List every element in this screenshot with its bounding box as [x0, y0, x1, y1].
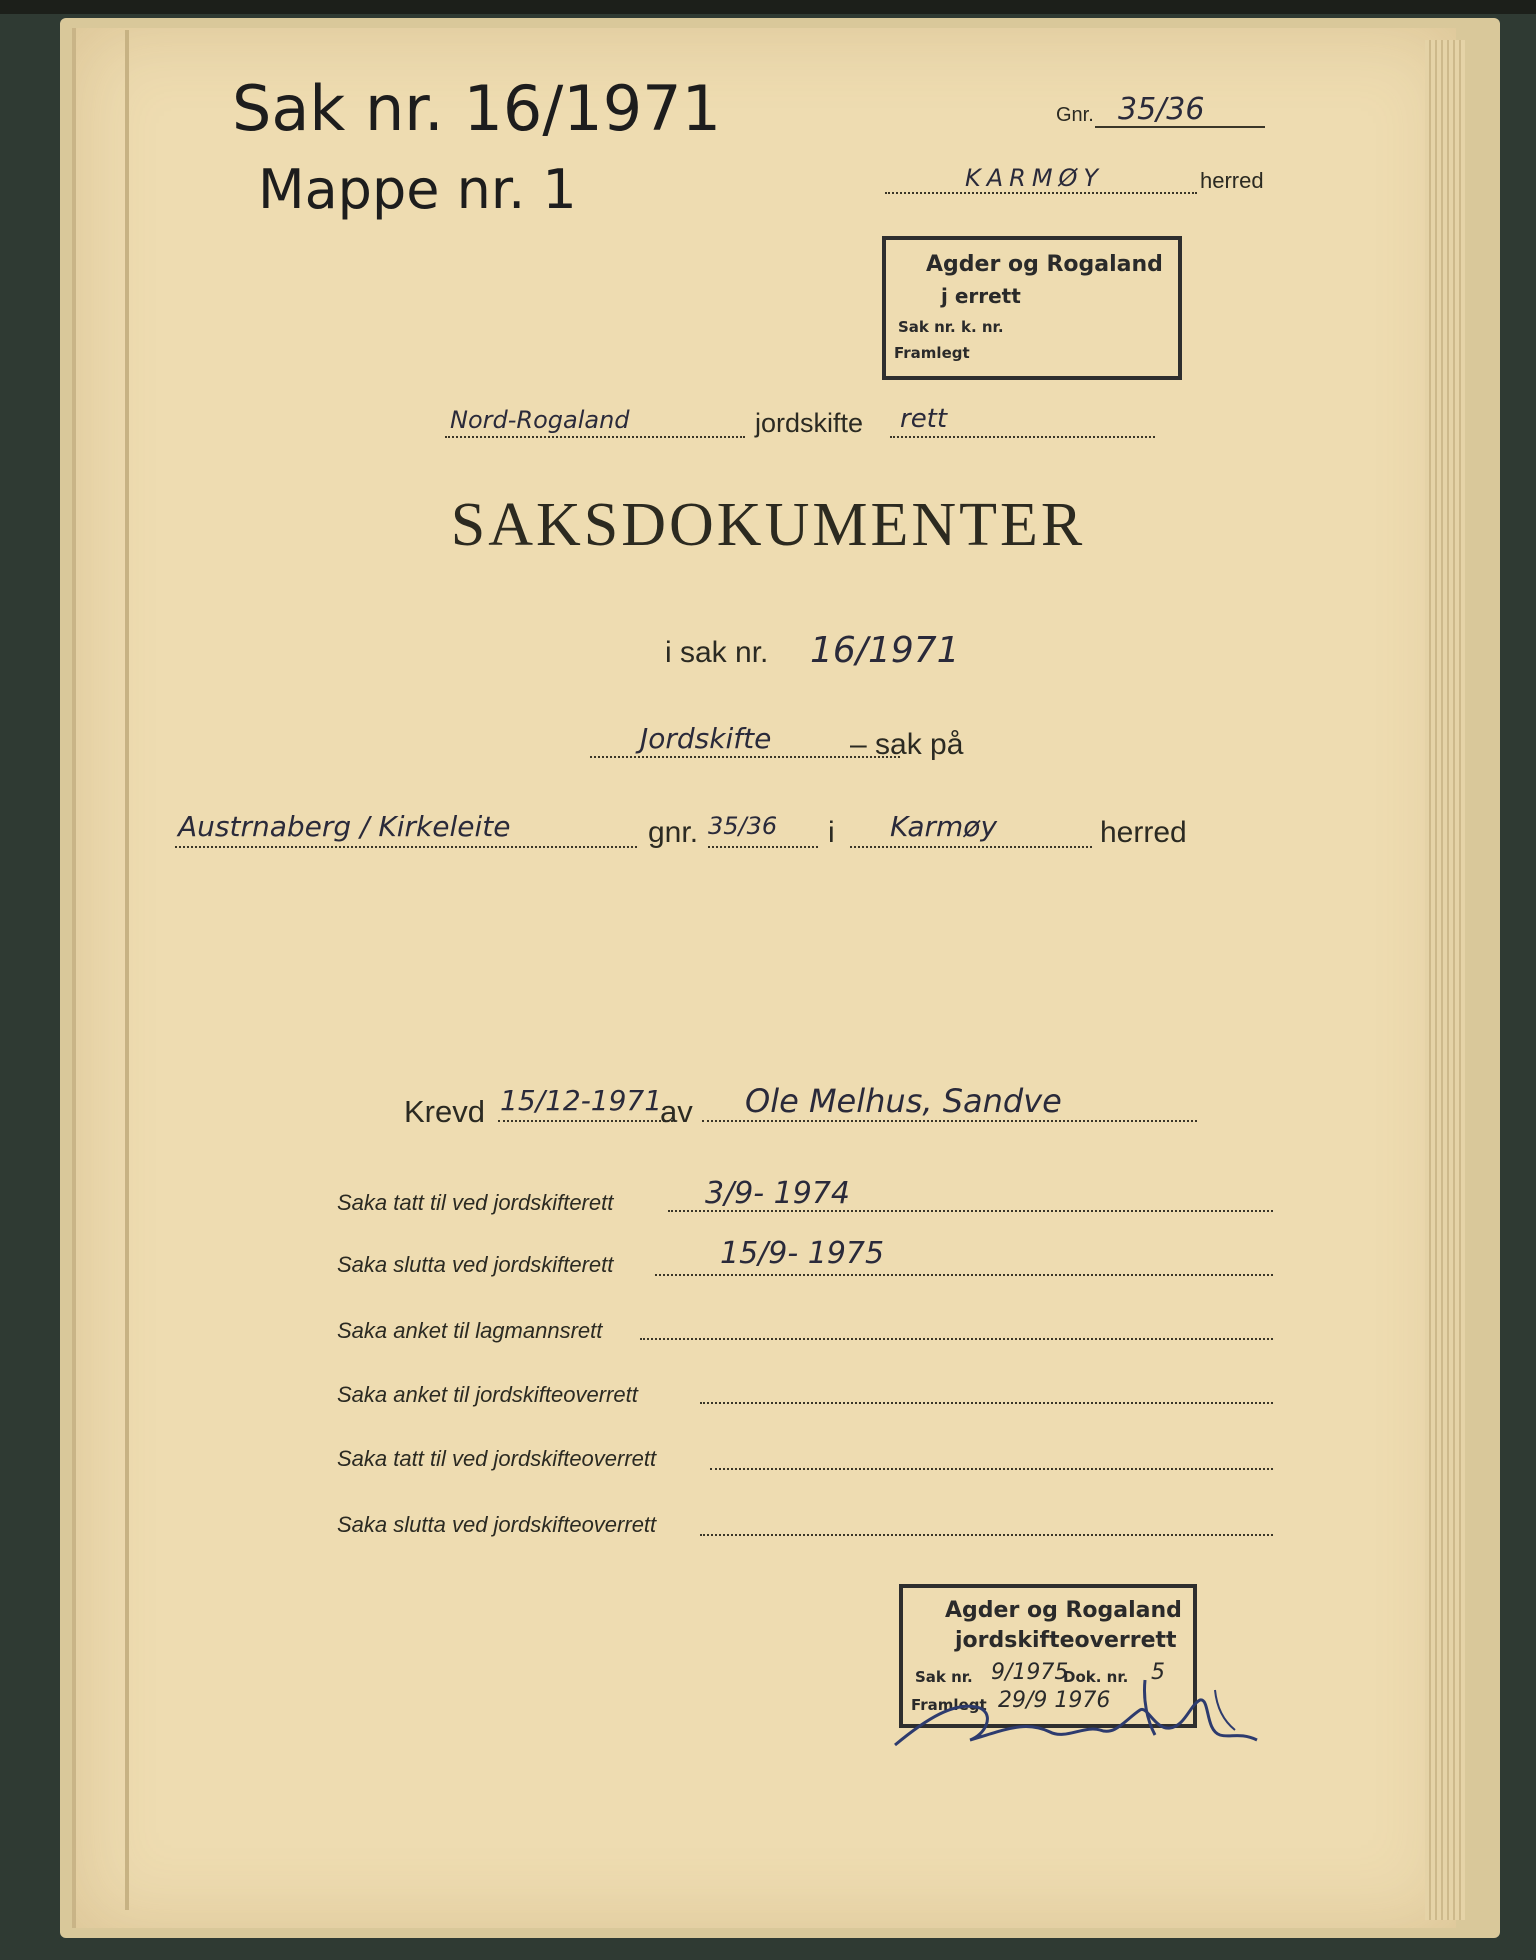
page-title: SAKSDOKUMENTER [450, 491, 1086, 559]
court-suffix: rett [900, 404, 948, 434]
stamp-bottom-line2: jordskifteoverrett [955, 1628, 1177, 1653]
document-cover [72, 28, 1456, 1928]
property-dotline [175, 846, 637, 848]
krevd-av-label: av [660, 1094, 693, 1129]
herred-label-top: herred [1200, 168, 1264, 193]
court-dotline [445, 436, 745, 438]
court-type-printed: jordskifte [755, 408, 864, 438]
gnr-value: 35/36 [1118, 92, 1205, 127]
row-slutta-jordskifteoverrett-label: Saka slutta ved jordskifteoverrett [337, 1512, 657, 1537]
stamp-top-line3: Sak nr. k. nr. [898, 318, 1004, 336]
row-slutta-jordskifterett-value: 15/9- 1975 [720, 1236, 885, 1271]
row-slutta-jordskifteoverrett-dotline [700, 1534, 1273, 1536]
property-herred-label: herred [1100, 816, 1187, 849]
stamp-top-line1: Agder og Rogaland [926, 252, 1163, 277]
stamp-bottom-sak-value: 9/1975 [991, 1660, 1069, 1685]
gnr-underline [1095, 126, 1265, 128]
stamp-bottom-sak-label: Sak nr. [915, 1668, 973, 1686]
property-value: Austrnaberg / Kirkeleite [178, 810, 511, 843]
case-number-label: i sak nr. [665, 636, 769, 669]
stamp-bottom-dok-value: 5 [1151, 1660, 1165, 1685]
property-i-label: i [828, 816, 835, 849]
row-anket-lagmannsrett-dotline [640, 1338, 1273, 1340]
krevd-date: 15/12-1971 [500, 1084, 663, 1117]
stamp-top-line2: j errett [941, 284, 1021, 308]
property-gnr-dotline [708, 846, 818, 848]
property-gnr-value: 35/36 [708, 812, 778, 840]
property-municipality: Karmøy [890, 810, 998, 843]
case-number-value: 16/1971 [810, 630, 960, 671]
row-anket-lagmannsrett-label: Saka anket til lagmannsrett [337, 1318, 603, 1343]
row-tatt-til-jordskifteoverrett-dotline [710, 1468, 1273, 1470]
sheet-fold-edge [125, 30, 129, 1910]
krevd-by: Ole Melhus, Sandve [745, 1082, 1062, 1120]
folder-number-handwritten: Mappe nr. 1 [258, 158, 577, 221]
stamp-bottom-framlegt-label: Framlegt [911, 1696, 987, 1714]
page-stack-edge [1425, 40, 1465, 1920]
row-tatt-til-jordskifterett-dotline [668, 1210, 1273, 1212]
row-anket-jordskifteoverrett-dotline [700, 1402, 1273, 1404]
stamp-bottom-line1: Agder og Rogaland [945, 1598, 1182, 1623]
krevd-by-dotline [702, 1120, 1197, 1122]
krevd-label: Krevd [404, 1094, 485, 1129]
property-municipality-dotline [850, 846, 1092, 848]
row-slutta-jordskifterett-label: Saka slutta ved jordskifterett [337, 1252, 614, 1277]
stamp-top-line4: Framlegt [894, 344, 970, 362]
handwritten-signature [885, 1660, 1265, 1770]
stamp-bottom-framlegt-value: 29/9 1976 [998, 1688, 1111, 1713]
row-slutta-jordskifterett-dotline [655, 1274, 1273, 1276]
row-anket-jordskifteoverrett-label: Saka anket til jordskifteoverrett [337, 1382, 638, 1407]
row-tatt-til-jordskifterett-value: 3/9- 1974 [705, 1176, 850, 1211]
gnr-label: Gnr. [1056, 104, 1094, 126]
municipality-value: KARMØY [965, 164, 1105, 192]
case-type-value: Jordskifte [640, 722, 772, 755]
row-tatt-til-jordskifterett-label: Saka tatt til ved jordskifterett [337, 1190, 614, 1215]
court-name-handwritten: Nord-Rogaland [450, 406, 630, 434]
case-number-handwritten: Sak nr. 16/1971 [232, 72, 722, 145]
court-suffix-dotline [890, 436, 1155, 438]
scan-top-edge [0, 0, 1536, 14]
krevd-date-dotline [498, 1120, 673, 1122]
row-tatt-til-jordskifteoverrett-label: Saka tatt til ved jordskifteoverrett [337, 1446, 657, 1471]
case-type-label: – sak på [850, 728, 964, 761]
court-stamp-top [882, 236, 1182, 380]
municipality-dotline [885, 192, 1197, 194]
stamp-bottom-dok-label: Dok. nr. [1063, 1668, 1129, 1686]
property-gnr-label: gnr. [648, 816, 699, 849]
